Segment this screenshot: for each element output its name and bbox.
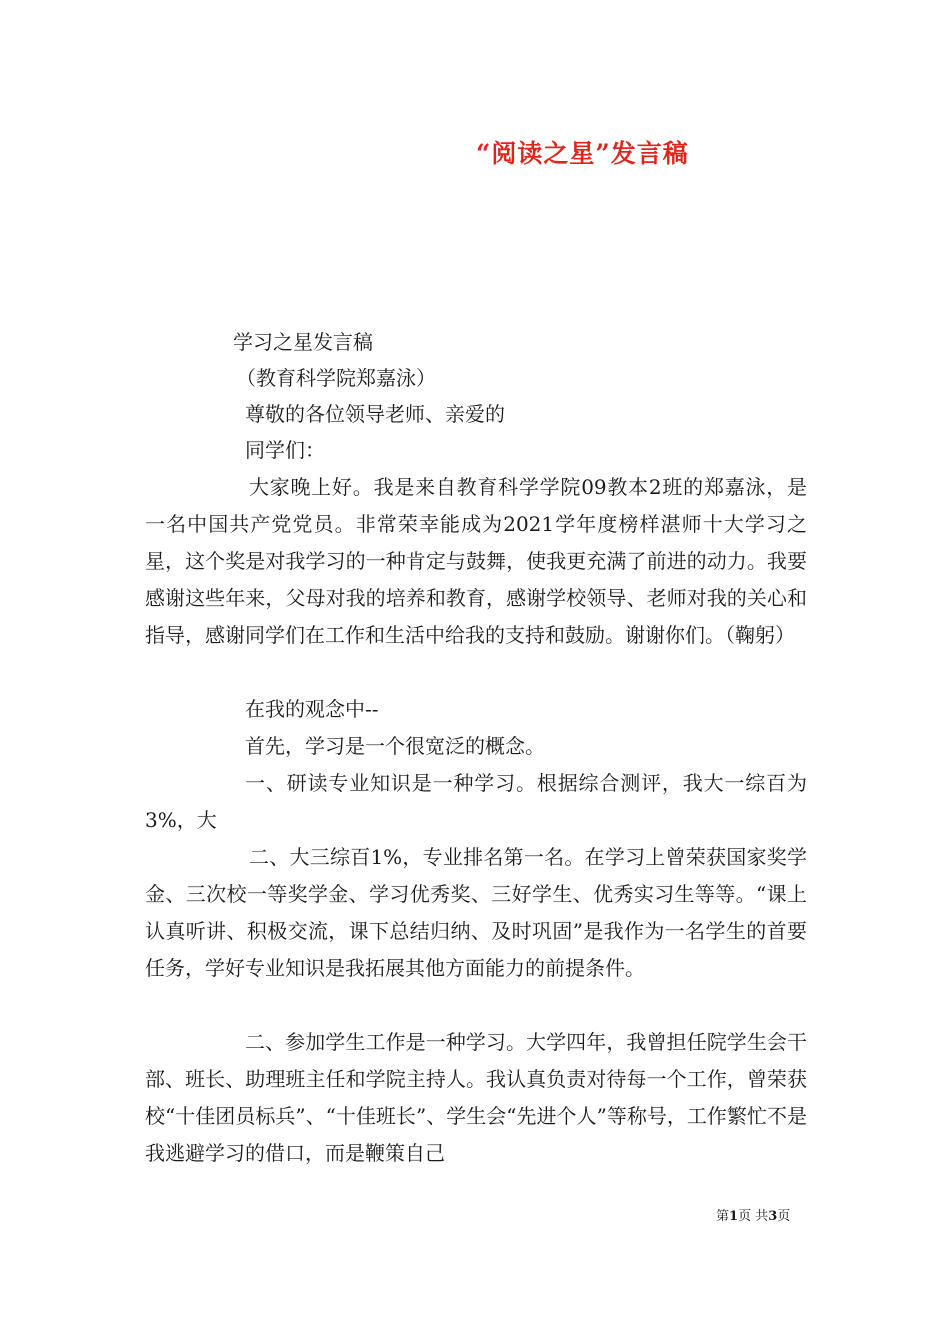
footer-page-number: 1 <box>729 1209 739 1224</box>
paragraph-study-2: 二、大三综百1%，专业排名第一名。在学习上曾荣获国家奖学金、三次校一等奖学金、学习优秀奖、三好学生、优秀实习生等等。“课上认真听讲、积极交流，课下总结归纳、及时巩固”是我作为一名学生的首要任务，学好专业知识是我拓展其他方面能力的前提条件。 <box>145 845 807 980</box>
footer-suffix: 页 <box>777 1209 791 1224</box>
paragraph-study-1: 一、研读专业知识是一种学习。根据综合测评，我大一综百为3%，大 <box>145 771 807 832</box>
salutation-line-1: 尊敬的各位领导老师、亲爱的 <box>245 402 505 426</box>
salutation-line-2: 同学们： <box>245 438 325 462</box>
author-line: （教育科学院郑嘉泳） <box>236 366 436 390</box>
paragraph-first: 首先，学习是一个很宽泛的概念。 <box>245 734 545 758</box>
footer-prefix: 第 <box>716 1209 730 1224</box>
document-title: “阅读之星”发言稿 <box>476 139 689 168</box>
footer-middle: 页 共 <box>738 1209 769 1224</box>
footer-total-pages: 3 <box>768 1209 778 1224</box>
paragraph-student-work: 二、参加学生工作是一种学习。大学四年，我曾担任院学生会干部、班长、助理班主任和学院主持人。我认真负责对待每一个工作，曾荣获校“十佳团员标兵”、“十佳班长”、学生会“先进个人”等称号，工作繁忙不是我逃避学习的借口，而是鞭策自己 <box>145 1030 807 1165</box>
paragraph-concept-intro: 在我的观念中-- <box>245 697 379 721</box>
page-footer <box>716 1205 790 1224</box>
paragraph-greeting: 大家晚上好。我是来自教育科学学院09教本2班的郑嘉泳，是一名中国共产党党员。非常荣幸能成为2021学年度榜样湛师十大学习之星，这个奖是对我学习的一种肯定与鼓舞，使我更充满了前进的动力。我要感谢这些年来，父母对我的培养和教育，感谢学校领导、老师对我的关心和指导，感谢同学们在工作和生活中给我的支持和鼓励。谢谢你们。（鞠躬） <box>145 475 807 647</box>
speech-heading: 学习之星发言稿 <box>233 330 373 354</box>
